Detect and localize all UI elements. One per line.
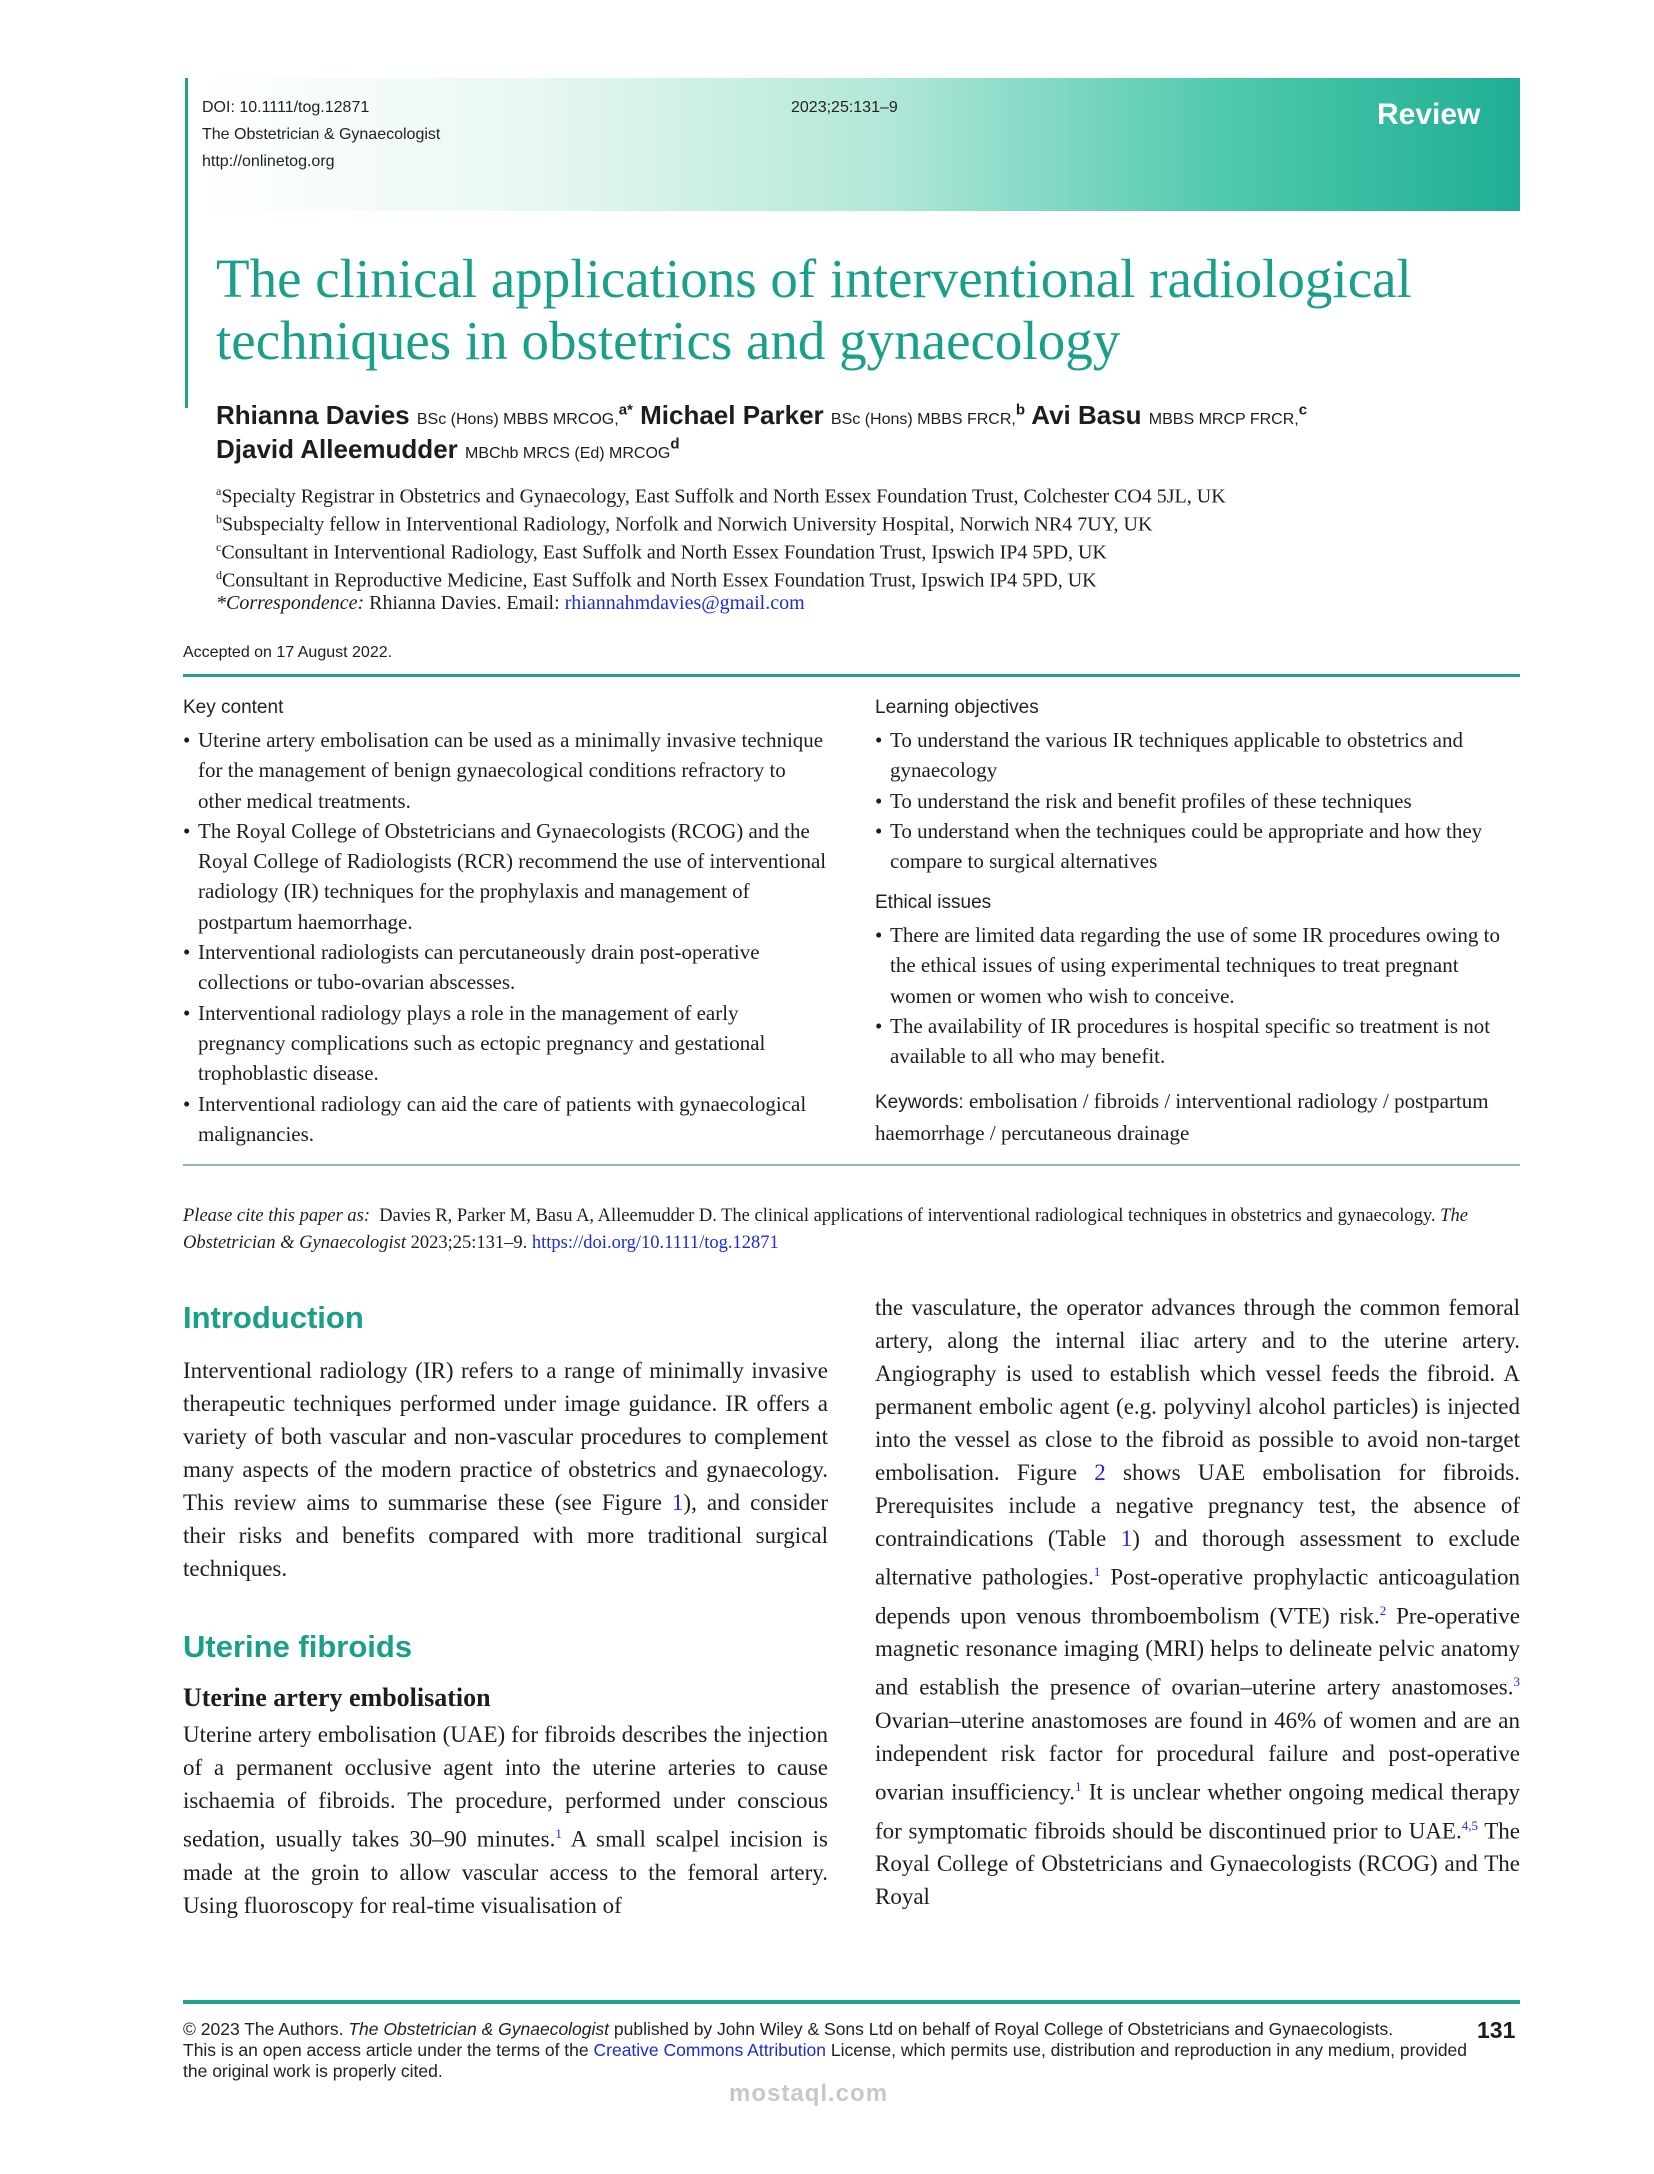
author-mark: a* bbox=[618, 401, 633, 419]
intro-paragraph: Interventional radiology (IR) refers to a range of minimally invasive therapeutic techniques performed under image guidance. IR offers a variety of both vascular and non-vascular procedures to complement many aspects of the modern practice of obstetrics and gynaecology. This review aims to summarise these (see Figure 1), and consider their risks and benefits compared with more traditional surgical techniques. bbox=[183, 1358, 828, 1581]
list-item: • Interventional radiology plays a role in the management of early pregnancy complications such as ectopic pregnancy and gestational trophoblastic disease. bbox=[183, 998, 828, 1089]
author-degrees: MBBS MRCP FRCR, bbox=[1148, 411, 1299, 428]
title-accent-bar bbox=[185, 78, 188, 408]
journal-name: The Obstetrician & Gynaecologist bbox=[202, 126, 441, 143]
subsection-heading-uae: Uterine artery embolisation bbox=[183, 1683, 491, 1712]
email-link[interactable]: rhiannahmdavies@gmail.com bbox=[564, 592, 805, 614]
section-heading-uterine-fibroids: Uterine fibroids bbox=[183, 1629, 413, 1664]
ethical-issues-heading: Ethical issues bbox=[875, 892, 992, 913]
keywords-text: embolisation / fibroids / interventional radiology / postpartum haemorrhage / percutaneous drainage bbox=[875, 1089, 1489, 1145]
list-item: • Interventional radiologists can percutaneously drain post-operative collections or tubo-ovarian abscesses. bbox=[183, 937, 828, 998]
list-item: • To understand the various IR techniques applicable to obstetrics and gynaecology bbox=[875, 725, 1520, 786]
list-item: • To understand the risk and benefit profiles of these techniques bbox=[875, 786, 1520, 816]
figure-link[interactable]: 1 bbox=[671, 1490, 684, 1515]
author-mark: b bbox=[1015, 401, 1025, 419]
header-banner bbox=[187, 78, 1520, 211]
keywords-label: Keywords: bbox=[875, 1092, 964, 1113]
accepted-date: Accepted on 17 August 2022. bbox=[183, 644, 393, 661]
author-name: Avi Basu bbox=[1031, 400, 1142, 430]
author-name: Michael Parker bbox=[640, 400, 824, 430]
authors-line-2 bbox=[216, 434, 680, 465]
learning-objectives-list bbox=[875, 725, 1520, 876]
reference[interactable]: 1 bbox=[555, 1826, 562, 1841]
box-bottom-rule bbox=[183, 1164, 1520, 1166]
affiliation: $^c$Consultant in Interventional Radiology, East Suffolk and North Essex Foundation Trust, Ipswich IP4 5PD, UK bbox=[216, 540, 1107, 564]
affiliation: $^b$Subspecialty fellow in Interventional Radiology, Norfolk and Norwich University Hospital, Norwich NR4 7UY, UK bbox=[216, 512, 1153, 536]
list-item: • The availability of IR procedures is hospital specific so treatment is not available to all who may benefit. bbox=[875, 1011, 1520, 1072]
watermark: mostaql.com bbox=[729, 2080, 889, 2107]
list-item: • To understand when the techniques could be appropriate and how they compare to surgical alternatives bbox=[875, 816, 1520, 877]
affiliation: $^a$Specialty Registrar in Obstetrics and Gynaecology, East Suffolk and North Essex Foundation Trust, Colchester CO4 5JL, UK bbox=[216, 484, 1226, 508]
article-title: The clinical applications of interventional radiological techniques in obstetrics and gynaecology bbox=[216, 248, 1412, 371]
author-degrees: BSc (Hons) MBBS FRCR, bbox=[830, 411, 1016, 428]
list-item: • Uterine artery embolisation can be used as a minimally invasive technique for the management of benign gynaecological conditions refractory to other medical treatments. bbox=[183, 725, 828, 816]
correspondence: *Correspondence: Rhianna Davies. Email: rhiannahmdavies@gmail.com bbox=[216, 592, 805, 614]
reference[interactable]: 1 bbox=[1075, 1778, 1082, 1794]
figure-link[interactable]: 2 bbox=[1094, 1460, 1106, 1485]
author-degrees: BSc (Hons) MBBS MRCOG, bbox=[416, 411, 619, 428]
author-name: Rhianna Davies bbox=[216, 400, 410, 430]
footer-license: © 2023 The Authors. The Obstetrician & Gynaecologist published by John Wiley & Sons Ltd on behalf of Royal College of Obstetricians and Gynaecologists. This is an open access article under the terms of the Creative Commons Attribution License, which permits use, distribution and reproduction in any medium, provided the original work is properly cited. bbox=[183, 2019, 1468, 2081]
uae-paragraph-continued: the vasculature, the operator advances through the common femoral artery, along the internal iliac artery and to the uterine artery. Angiography is used to establish which vessel feeds the fibroid. A permanent embolic agent (e.g. polyvinyl alcohol particles) is injected into the vessel as close to the fibroid as possible to avoid non-target embolisation. Figure 2 shows UAE embolisation for fibroids. Prerequisites include a negative pregnancy test, the absence of contraindications (Table 1) and thorough assessment to exclude alternative pathologies.$^1$ Post-operative prophylactic anticoagulation depends upon venous thromboembolism (VTE) risk.$^2$ Pre-operative magnetic resonance imaging (MRI) helps to delineate pelvic anatomy and establish the presence of ovarian–uterine artery anastomoses.$^3$ Ovarian–uterine anastomoses are found in 46% of women and are an independent risk factor for procedural failure and post-operative ovarian insufficiency.$^1$ It is unclear whether ongoing medical therapy for symptomatic fibroids should be discontinued prior to UAE.$^{4,5}$ The Royal College of Obstetricians and Gynaecologists (RCOG) and The Royal bbox=[875, 1295, 1521, 1910]
box-top-rule bbox=[183, 674, 1520, 677]
author-degrees: MBChb MRCS (Ed) MRCOG bbox=[465, 445, 671, 462]
learning-objectives-heading: Learning objectives bbox=[875, 697, 1039, 718]
key-content-heading: Key content bbox=[183, 697, 284, 718]
reference[interactable]: 3 bbox=[1513, 1674, 1520, 1690]
table-link[interactable]: 1 bbox=[1120, 1526, 1133, 1551]
list-item: • The Royal College of Obstetricians and Gynaecologists (RCOG) and the Royal College of Radiologists (RCR) recommend the use of interventional radiology (IR) techniques for the prophylaxis and management of postpartum haemorrhage. bbox=[183, 816, 828, 937]
page-number: 131 bbox=[1477, 2017, 1516, 2043]
footer-rule bbox=[183, 2000, 1520, 2004]
citation: Please cite this paper as: Davies R, Parker M, Basu A, Alleemudder D. The clinical applications of interventional radiological techniques in obstetrics and gynaecology. The Obstetrician & Gynaecologist 2023;25:131–9. https://doi.org/10.1111/tog.12871 bbox=[183, 1206, 1468, 1253]
authors-line-1 bbox=[216, 400, 1307, 431]
affiliation: $^d$Consultant in Reproductive Medicine, East Suffolk and North Essex Foundation Trust, Ipswich IP4 5PD, UK bbox=[216, 568, 1097, 592]
article-type-label: Review bbox=[1377, 98, 1481, 131]
uae-paragraph: Uterine artery embolisation (UAE) for fibroids describes the injection of a permanent occlusive agent into the uterine arteries to cause ischaemia of fibroids. The procedure, performed under conscious sedation, usually takes 30–90 minutes.$^1$ A small scalpel incision is made at the groin to allow vascular access to the femoral artery. Using fluoroscopy for real-time visualisation of bbox=[183, 1722, 828, 1918]
author-mark: d bbox=[670, 435, 680, 453]
issue: 2023;25:131–9 bbox=[791, 99, 898, 116]
list-item: • There are limited data regarding the use of some IR procedures owing to the ethical issues of using experimental techniques to treat pregnant women or women who wish to conceive. bbox=[875, 920, 1520, 1011]
section-heading-introduction: Introduction bbox=[183, 1300, 364, 1335]
reference[interactable]: 2 bbox=[1379, 1602, 1387, 1618]
doi-link[interactable]: https://doi.org/10.1111/tog.12871 bbox=[531, 1233, 779, 1253]
keywords bbox=[875, 1086, 1515, 1148]
key-content-list bbox=[183, 725, 828, 1149]
cc-license-link[interactable]: Creative Commons Attribution bbox=[593, 2040, 826, 2060]
author-mark: c bbox=[1298, 401, 1308, 419]
list-item: • Interventional radiology can aid the care of patients with gynaecological malignancies. bbox=[183, 1089, 828, 1150]
reference[interactable]: 4,5 bbox=[1461, 1817, 1478, 1833]
ethical-issues-list bbox=[875, 920, 1520, 1071]
reference[interactable]: 1 bbox=[1093, 1564, 1101, 1579]
doi: DOI: 10.1111/tog.12871 bbox=[202, 99, 370, 116]
author-name: Djavid Alleemudder bbox=[216, 434, 458, 464]
journal-url[interactable]: http://onlinetog.org bbox=[202, 153, 335, 170]
